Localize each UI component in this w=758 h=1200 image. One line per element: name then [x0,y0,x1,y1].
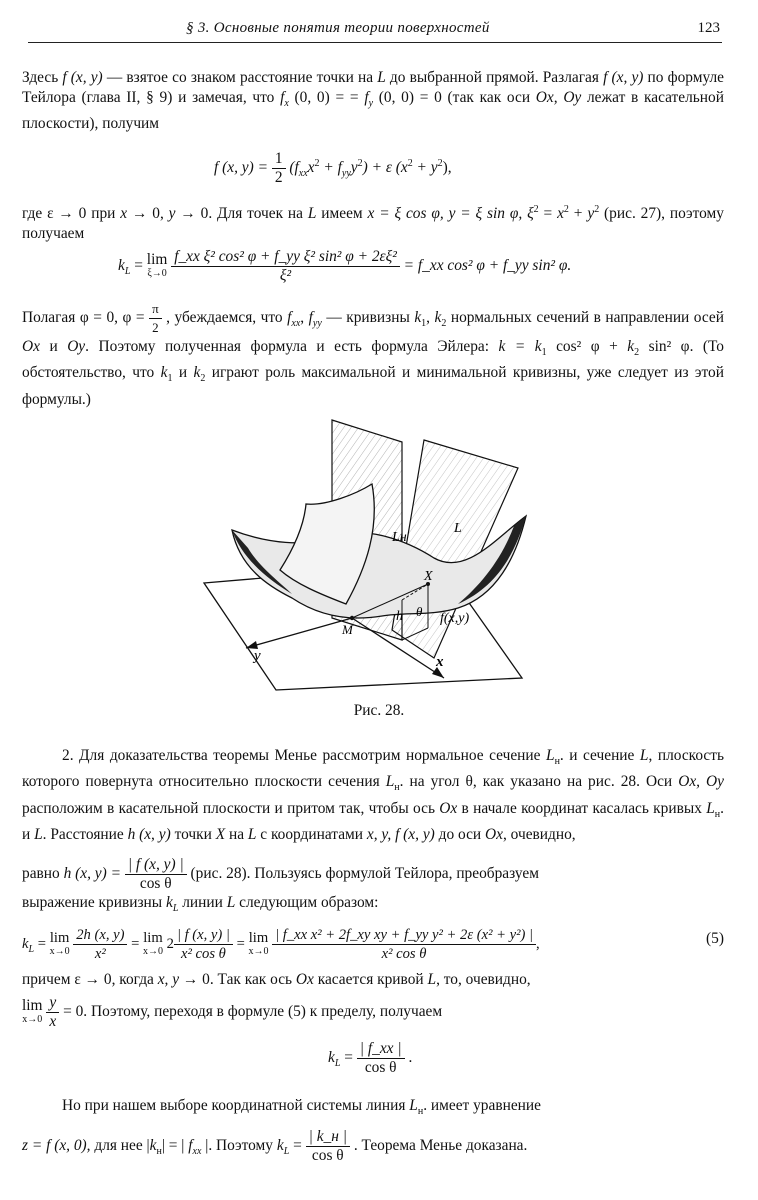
figure-28-drawing [196,408,532,694]
equation-5: $k_L = \lim$ x→0 $\frac{2h (x, y)}{\text{x²}}$ = lim x→0 2 $\frac{| f (x, y) |}{\text{x² cos θ}}$ = lim x→0 $\frac{\text{| f\_xx x² + 2f\_xy xy + f\_yy y² + 2ε (x² + y²) |}}{\text{x² cos θ}}$ , [22,927,540,962]
label-theta: θ [416,604,423,619]
equation-meusnier: $k_L$ = $\frac{| f\_xx |}{\text{cos θ}}$ . [328,1040,413,1076]
label-x: x [436,654,444,670]
label-X: X [424,569,433,584]
label-M: M [342,622,353,637]
running-title: § 3. Основные понятия теории поверхностей [186,20,490,36]
figure-caption: Рис. 28. [353,702,405,719]
point-M [350,616,354,620]
equation-taylor: f (x, y) = $\frac{1}{2}$ $(f_{xx}x^2 + f_{yy}y^2) + \varepsilon$ $(x^2 + y^2)$, [214,150,452,186]
paragraph-3: Полагая φ = 0, φ = $\frac{\pi}{2}$ , убеждаемся, что $f_{xx}$, $f_{yy}$ — кривизны $k_1$, $k_2$ нормальных сечений в направлении осей Ox и Oy. Поэтому полученная формула и есть формула Эйлера: $k = k_1$ cos² $\varphi + k_2$ sin² φ. (То обстоятельство, что $k_1$ и $k_2$ играют роль максимальной и минимальной кривизны, уже следует из этой формулы.) [22,301,724,408]
label-L: L [454,521,462,536]
paragraph-5: равно h (x, y) = $\frac{| f (x, y) |}{\text{cos θ}}$ (рис. 28). Пользуясь формулой Тейлора, преобразуем выражение кривизны $k_L$ линии L следующим образом: [22,856,539,915]
paragraph-2: где ε → 0 при x → 0, y → 0. Для точек на L имеем x = ξ cos φ, y = ξ sin φ, $\xi^2 = x^2 + y^2$ (рис. 27), поэтому получаем [22,204,724,243]
y-axis [246,618,352,648]
label-h: h [396,609,403,624]
paragraph-6: причем ε → 0, когда x, y → 0. Так как ось Ox касается кривой L, то, очевидно, lim x→0 $\frac{y}{x}$ = 0. Поэтому, переходя в формуле (5) к пределу, получаем [22,971,531,1031]
equation-curvature-limit: $k_L = \lim$ ξ→0 $\frac{\text{f\_xx ξ² cos² φ + f\_yy ξ² sin² φ + 2εξ²}}{\text{ξ²}}$ = f_xx cos² φ + f_yy sin² φ. [118,248,572,284]
paragraph-1: Здесь f (x, y) — взятое со знаком расстояние точки на L до выбранной прямой. Разлагая f (x, y) по формуле Тейлора (глава II, § 9) и замечая, что $f_x$ (0, 0) = = $f_y$ (0, 0) = 0 (так как оси Ox, Oy лежат в касательной плоскости), получим [22,69,725,133]
paragraph-7: Но при нашем выборе координатной системы линия $L_н$. имеет уравнение z = f (x, 0), для нее $|k_н|$ = | $f_{xx}$ |. Поэтому $k_L$ = $\frac{| k\_н |}{\text{cos θ}}$ . Теорема Менье доказана. [22,1097,541,1165]
equation-number-5: (5) [706,930,724,947]
page-number: 123 [697,20,720,36]
label-LH: Lн [392,530,407,545]
running-header [28,18,722,43]
figure-28 [196,408,532,694]
paragraph-4: 2. Для доказательства теоремы Менье рассмотрим нормальное сечение $L_н$. и сечение L, плоскость которого повернута относительно плоскости сечения $L_н$. на угол θ, как указано на рис. 28. Оси Ox, Oy расположим в касательной плоскости и притом так, чтобы ось Ox в начале координат касалась кривых $L_н$. и L. Расстояние h (x, y) точки X на L с координатами x, y, f (x, y) до оси Ox, очевидно, [22,747,725,843]
label-fxy: f(x,y) [440,611,470,626]
label-y: y [254,648,261,664]
